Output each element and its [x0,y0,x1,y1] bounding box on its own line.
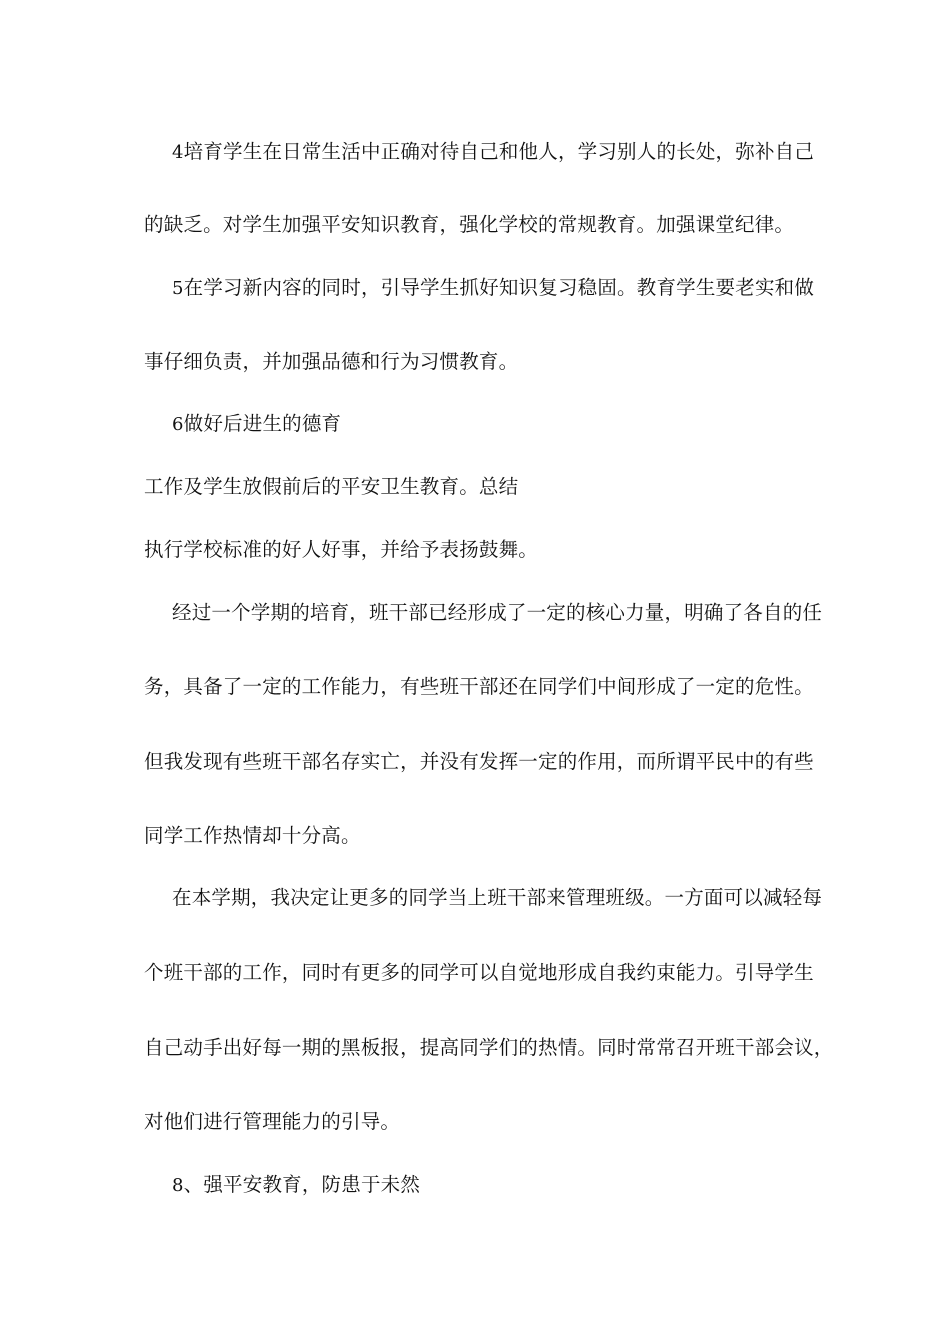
text-line [144,1109,400,1135]
item-number: 8 [172,1175,184,1196]
text-line [144,749,814,775]
item-number: 4 [172,142,184,163]
line-text: 做好后进生的德育 [183,412,342,435]
line-text: 、强平安教育，防患于未然 [183,1173,421,1196]
line-text: 务，具备了一定的工作能力，有些班干部还在同学们中间形成了一定的危性。 [144,675,814,698]
text-line [144,349,518,375]
text-line [172,600,822,626]
text-line [172,1172,420,1199]
line-text: 自己动手出好每一期的黑板报，提高同学们的热情。同时常常召开班干部会议， [144,1036,834,1059]
line-text: 经过一个学期的培育，班干部已经形成了一定的核心力量，明确了各自的任 [172,601,823,624]
text-line [172,139,814,166]
text-line [144,537,538,563]
line-text: 培育学生在日常生活中正确对待自己和他人，学习别人的长处，弥补自己 [183,140,815,163]
text-line [144,474,518,500]
text-line [144,674,814,700]
line-text: 工作及学生放假前后的平安卫生教育。总结 [144,475,519,498]
line-text: 事仔细负责，并加强品德和行为习惯教育。 [144,350,519,373]
text-line [172,885,822,911]
line-text: 个班干部的工作，同时有更多的同学可以自觉地形成自我约束能力。引导学生 [144,961,814,984]
text-line [172,411,341,438]
line-text: 在学习新内容的同时，引导学生抓好知识复习稳固。教育学生要老实和做 [183,276,815,299]
line-text: 执行学校标准的好人好事，并给予表扬鼓舞。 [144,538,539,561]
text-line [144,960,814,986]
text-line [144,1035,834,1061]
line-text: 的缺乏。对学生加强平安知识教育，强化学校的常规教育。加强课堂纪律。 [144,213,795,236]
text-line [144,212,794,238]
text-line [144,823,361,849]
line-text: 在本学期，我决定让更多的同学当上班干部来管理班级。一方面可以减轻每 [172,886,823,909]
line-text: 但我发现有些班干部名存实亡，并没有发挥一定的作用，而所谓平民中的有些 [144,750,814,773]
item-number: 5 [172,278,184,299]
item-number: 6 [172,414,184,435]
line-text: 同学工作热情却十分高。 [144,824,361,847]
text-line [172,275,814,302]
line-text: 对他们进行管理能力的引导。 [144,1110,401,1133]
